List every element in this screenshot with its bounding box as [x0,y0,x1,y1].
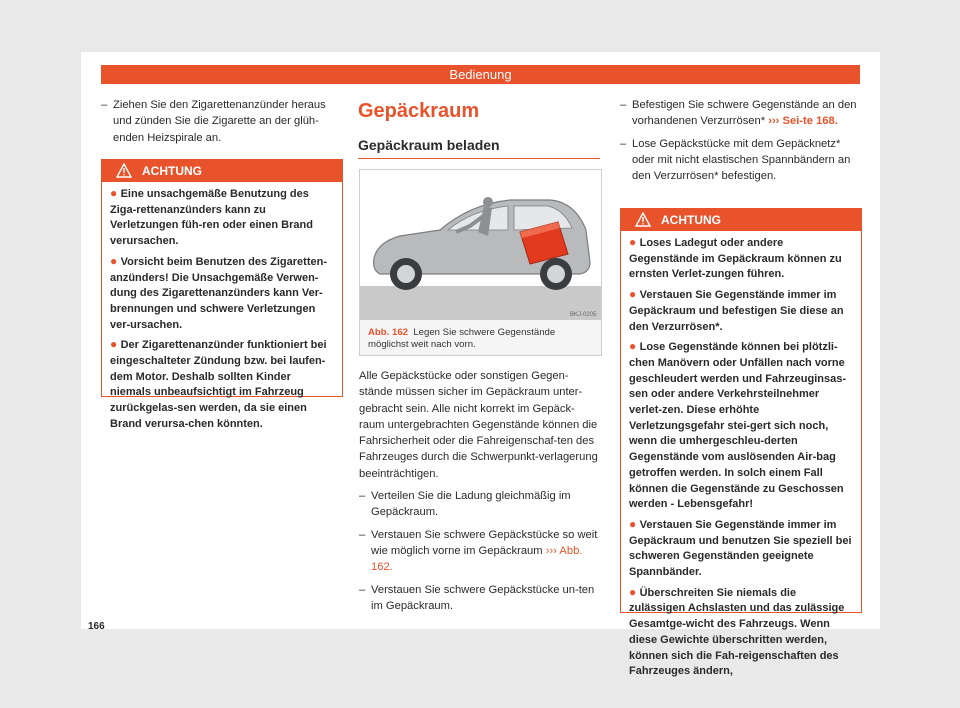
warning-item: ● Verstauen Sie Gegenstände immer im Gepäckraum und befestigen Sie diese an den Verzurrösen*. [629,287,844,333]
figure-caption [368,327,594,351]
warning-icon [116,163,132,178]
right-text [620,97,860,184]
figure-code: BKJ-0205 [570,312,597,318]
middle-text [359,368,599,614]
figure-label: Abb. 162 [368,327,408,338]
dash-marker: – [101,99,108,111]
intro-text: Ziehen Sie den Zigarettenanzünder heraus und zünden Sie die Zigarette an der glüh-enden Heizspirale an. [113,99,326,144]
warning-title: ACHTUNG [142,164,202,178]
car-luggage-illustration [360,170,601,320]
warning-item: ● Lose Gegenstände können bei plötzli-chen Manövern oder Unfällen nach vorne geschleudert werden und Fahrzeuginsas-sen oder andere Verkehrsteilnehmer verlet-zen. Diese erhöhte Verletzungsgefahr stei-gert sich noch, wenn die umhergeschleu-derten Gegenstände vom auslösenden Air-bag getroffen werden. In solch einem Fall können die Gegenstände zu Geschossen werden - Lebensgefahr! [629,339,846,511]
list-item [101,97,341,146]
warning-item: ● Vorsicht beim Benutzen des Zigaretten-anzünders! Die Unsachgemäße Verwen-dung des Zigarettenanzünders kann Ver-brennungen und schwere Verletzungen ver-ursachen. [110,253,327,331]
warning-body [621,231,861,690]
warning-item: ● Verstauen Sie Gegenstände immer im Gepäckraum und benutzen Sie speziell bei schweren Gegenständen geeignete Spannbänder. [629,516,852,579]
divider [358,158,600,159]
figure [359,169,602,356]
warning-box [620,208,862,678]
list-item: – Verteilen Sie die Ladung gleichmäßig im Gepäckraum. [359,490,571,519]
list-item: – Verstauen Sie schwere Gepäckstücke so weit wie möglich vorne im Gepäckraum ››› Abb. 162. [359,528,598,574]
body-paragraph: Alle Gepäckstücke oder sonstigen Gegen-stände müssen sicher im Gepäckraum unter-gebracht sein. Alle nicht korrekt im Gepäck-raum untergebrachten Gegenstände können die Fahrsicherheit oder die Fahreigenschaf-ten des Fahrzeuges durch die Schwerpunkt-verlagerung beeinträchtigen. [359,370,598,480]
figure-caption-text: Legen Sie schwere Gegenstände möglichst weit nach vorn. [368,327,556,350]
warning-body [102,182,342,443]
list-item: – Befestigen Sie schwere Gegenstände an den vorhandenen Verzurrösen* ››› Sei-te 168. [620,99,857,128]
warning-header [102,160,342,182]
subsection-title: Gepäckraum beladen [358,137,500,153]
page-reference-link[interactable]: ››› Sei-te 168. [768,115,838,128]
warning-item: ● Eine unsachgemäße Benutzung des Ziga-rettenanzünders kann zu Verletzungen füh-ren oder einen Brand verursachen. [110,186,313,248]
list-item: – Lose Gepäckstücke mit dem Gepäcknetz* oder mit nicht elastischen Spannbändern an den Verzurrösen* befestigen. [620,137,851,183]
warning-item: ● Überschreiten Sie niemals die zulässigen Achslasten und das zulässige Gesamtge-wicht des Fahrzeugs. Wenn diese Gewichte überschritten werden, können sich die Fah-reigenschaften des Fahrzeuges ändern, [629,584,845,678]
warning-title: ACHTUNG [661,213,721,227]
warning-header [621,209,861,231]
warning-icon [635,212,651,227]
warning-item: ● Loses Ladegut oder andere Gegenstände im Gepäckraum können zu ernsten Verlet-zungen führen. [629,235,842,281]
page-number: 166 [88,621,105,632]
left-column [101,97,341,146]
section-title: Gepäckraum [358,100,480,122]
figure-reference-link[interactable]: ››› Abb. 162. [371,544,583,574]
warning-box [101,159,343,430]
list-item: – Verstauen Sie schwere Gepäckstücke un-ten im Gepäckraum. [359,583,595,612]
warning-item: ● Der Zigarettenanzünder funktioniert bei eingeschalteter Zündung bzw. bei laufen-dem Motor. Deshalb sollten Kinder niemals unbeaufsichtigt im Fahrzeug zurückgelas-sen werden, da sie einen Brand verursa-chen könnten. [110,337,327,430]
page-header: Bedienung [101,65,860,84]
